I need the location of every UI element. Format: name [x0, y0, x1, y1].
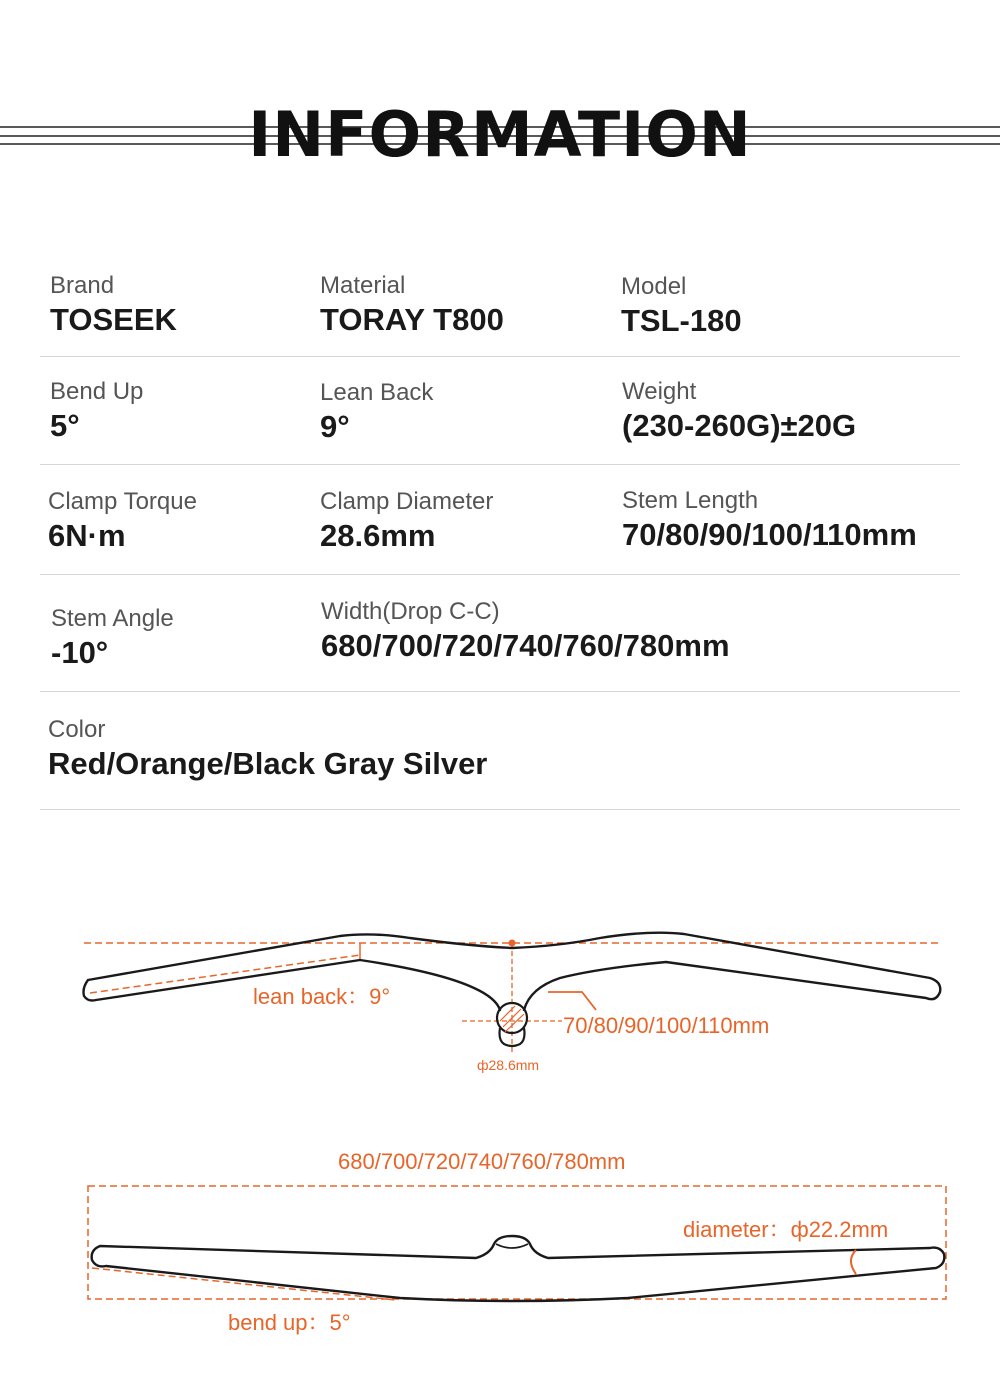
- spec-material: [320, 272, 504, 338]
- spec-clamp-diameter: [320, 488, 493, 554]
- spec-clamp-torque: [48, 488, 197, 554]
- spec-value: 70/80/90/100/110mm: [622, 517, 917, 552]
- spec-stem-angle: [51, 605, 174, 671]
- spec-lean-back: [320, 379, 433, 445]
- spec-value: Red/Orange/Black Gray Silver: [48, 746, 488, 781]
- spec-label: Model: [621, 273, 687, 300]
- spec-stem-length: [622, 487, 917, 553]
- row-divider: [40, 574, 960, 575]
- spec-label: Color: [48, 716, 106, 743]
- spec-label: Clamp Torque: [48, 488, 197, 515]
- spec-value: -10°: [51, 635, 109, 670]
- diameter-label: diameter：ф22.2mm: [683, 1217, 889, 1242]
- clamp-diameter-label: ф28.6mm: [477, 1057, 540, 1073]
- handlebar-front-view-diagram: [0, 1136, 1000, 1396]
- spec-value: (230-260G)±20G: [622, 408, 857, 443]
- bend-up-reference-line: [92, 1268, 396, 1300]
- stem-mount-top: [496, 1244, 528, 1248]
- spec-label: Bend Up: [50, 378, 144, 405]
- stem-length-leader: [548, 992, 596, 1010]
- width-dimension-box: [88, 1186, 946, 1299]
- spec-value: 5°: [50, 408, 80, 443]
- spec-label: Clamp Diameter: [320, 488, 494, 515]
- spec-label: Lean Back: [320, 379, 434, 406]
- spec-color: [48, 716, 487, 782]
- spec-value: TSL-180: [621, 303, 742, 338]
- spec-brand: [50, 272, 177, 338]
- diameter-marker: [851, 1250, 856, 1274]
- spec-label: Width(Drop C-C): [321, 598, 500, 625]
- center-point-marker: [509, 940, 516, 947]
- spec-value: TOSEEK: [50, 302, 177, 337]
- bend-up-label: bend up：5°: [228, 1310, 351, 1335]
- row-divider: [40, 809, 960, 810]
- spec-label: Brand: [50, 272, 115, 299]
- handlebar-front-outline: [92, 1236, 945, 1301]
- spec-label: Weight: [622, 378, 697, 405]
- spec-width: [321, 598, 730, 664]
- spec-label: Stem Length: [622, 487, 759, 514]
- row-divider: [40, 691, 960, 692]
- spec-model: [621, 273, 742, 339]
- spec-label: Stem Angle: [51, 605, 174, 632]
- stem-length-label: 70/80/90/100/110mm: [563, 1013, 770, 1038]
- row-divider: [40, 356, 960, 357]
- lean-back-label: lean back：9°: [253, 984, 391, 1009]
- spec-value: 680/700/720/740/760/780mm: [321, 628, 730, 663]
- spec-bend-up: [50, 378, 143, 444]
- spec-value: 28.6mm: [320, 518, 436, 553]
- row-divider: [40, 464, 960, 465]
- spec-value: 6N·m: [48, 518, 126, 553]
- clamp-hatch: [500, 1006, 515, 1021]
- width-label: 680/700/720/740/760/780mm: [338, 1149, 626, 1174]
- title-block: [0, 100, 1000, 170]
- spec-value: TORAY T800: [320, 302, 504, 337]
- spec-weight: [622, 378, 856, 444]
- handlebar-top-view-diagram: [0, 860, 1000, 1100]
- page-title: INFORMATION: [248, 98, 752, 171]
- spec-label: Material: [320, 272, 406, 299]
- spec-value: 9°: [320, 409, 350, 444]
